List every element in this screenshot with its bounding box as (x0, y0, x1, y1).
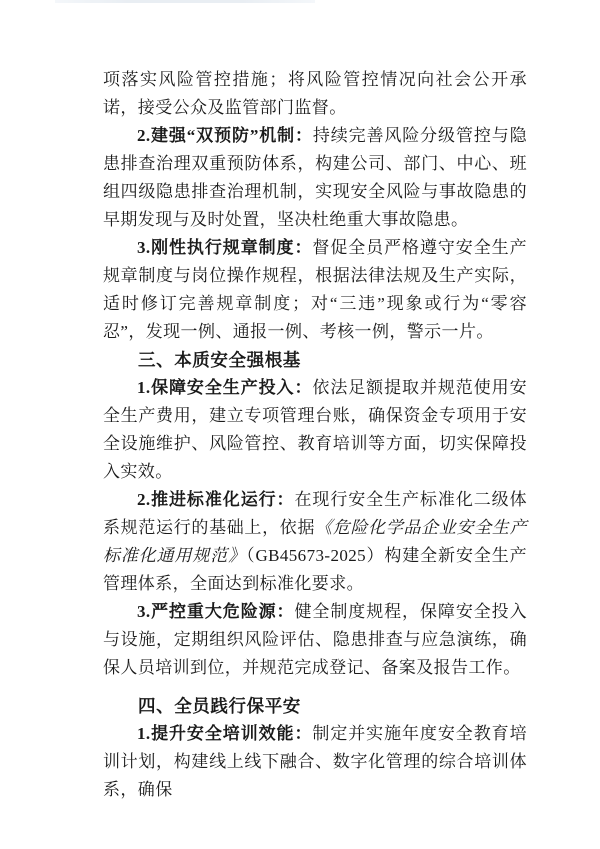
paragraph-safety-investment (103, 374, 527, 486)
paragraph-text: 督促全员严格遵守安全生产规章制度与岗位操作规程，根据法律法规及生产实际，适时修订完善规章制度；对“三违”现象或行为“零容忍”，发现一例、通报一例、考核一例，警示一片。 (103, 238, 527, 341)
paragraph-text: 健全制度规程，保障安全投入与设施，定期组织风险评估、隐患排查与应急演练，确保人员培训到位，并规范完成登记、备案及报告工作。 (103, 602, 527, 677)
paragraph-lead-bold: 1.提升安全培训效能： (137, 724, 313, 743)
paragraph-lead-bold: 2.建强“双预防”机制： (137, 126, 313, 145)
heading-section-four: 四、全员践行保平安 (138, 696, 301, 716)
paragraph-lead-bold: 1.保障安全生产投入： (137, 378, 313, 397)
paragraph-dual-prevention (103, 122, 527, 234)
paragraph-major-hazard-control (103, 598, 527, 682)
heading-section-three: 三、本质安全强根基 (138, 350, 301, 370)
paragraph-training-effectiveness (103, 720, 527, 804)
paragraph-text: 在现行安全生产标准化二级体系规范运行的基础上，依据 (103, 490, 527, 537)
paragraph-text: （GB45673-2025）构建全新安全生产管理体系，全面达到标准化要求。 (103, 546, 527, 593)
paragraph-lead-bold: 2.推进标准化运行： (137, 490, 295, 509)
document-content (103, 66, 527, 804)
paragraph-text: 持续完善风险分级管控与隐患排查治理双重预防体系，构建公司、部门、中心、班组四级隐患排查治理机制，实现安全风险与事故隐患的早期发现与及时处置，坚决杜绝重大事故隐患。 (103, 126, 527, 229)
paragraph-standardization (103, 486, 527, 598)
regulation-title-italic: 《危险化学品企业安全生产标准化通用规范》 (103, 518, 527, 565)
paragraph-rule-enforcement (103, 234, 527, 346)
window-edge-artifact (55, 0, 315, 3)
paragraph-risk-control-continuation (103, 66, 527, 122)
paragraph-text: 制定并实施年度安全教育培训计划，构建线上线下融合、数字化管理的综合培训体系，确保 (103, 724, 527, 799)
paragraph-lead-bold: 3.刚性执行规章制度： (137, 238, 313, 257)
paragraph-text: 项落实风险管控措施；将风险管控情况向社会公开承诺，接受公众及监管部门监督。 (103, 70, 527, 117)
paragraph-lead-bold: 3.严控重大危险源： (137, 602, 295, 621)
paragraph-text: 依法足额提取并规范使用安全生产费用，建立专项管理台账，确保资金专项用于安全设施维护、风险管控、教育培训等方面，切实保障投入实效。 (103, 378, 527, 481)
